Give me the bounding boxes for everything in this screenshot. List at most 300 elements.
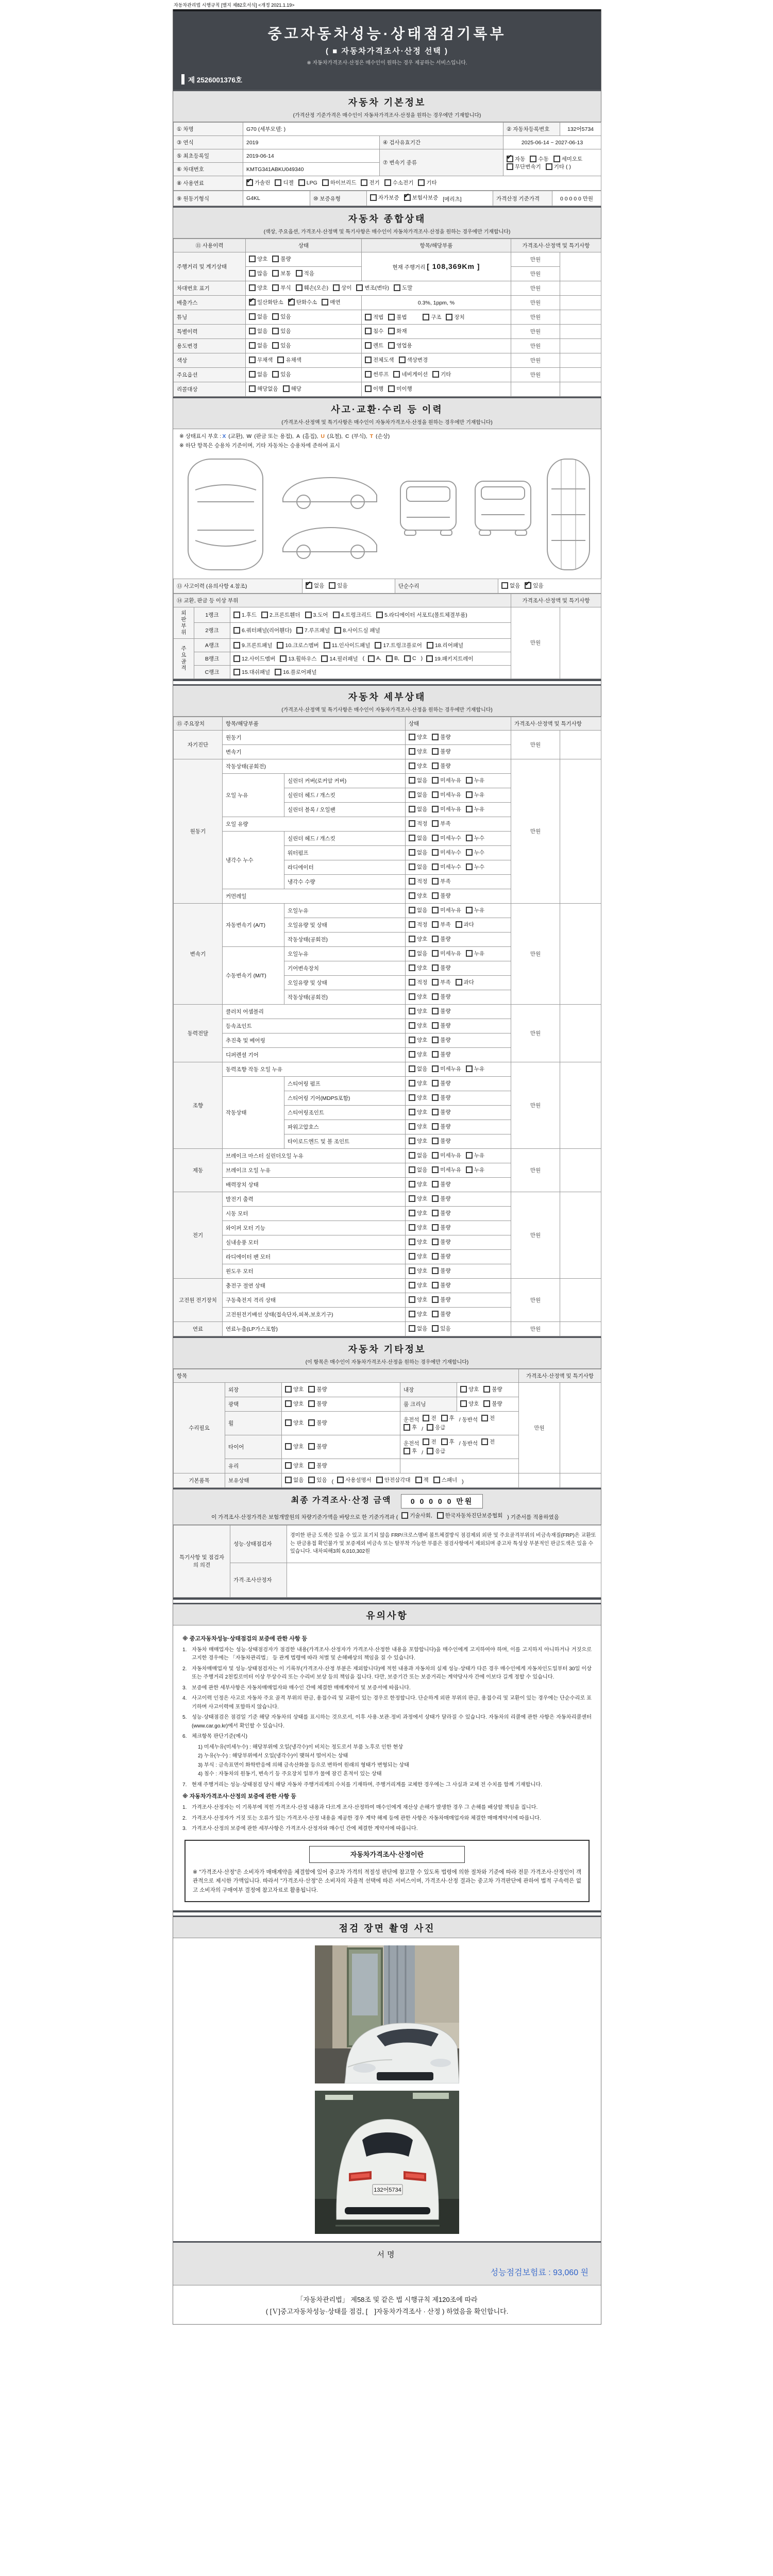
checkbox-box[interactable] [376,612,383,618]
checkbox-box[interactable] [384,179,391,186]
checkbox-box[interactable] [393,371,400,378]
checkbox-양호[interactable] [409,1180,427,1188]
checkbox-양호[interactable] [409,1022,427,1029]
checkbox-없음[interactable] [249,342,267,349]
checkbox-전[interactable] [423,1438,436,1446]
checkbox-양호[interactable] [409,1195,427,1202]
checkbox-없음[interactable] [409,1325,427,1332]
checkbox-box[interactable] [409,1311,415,1317]
checkbox-box[interactable] [249,328,256,334]
checkbox-적정[interactable] [409,877,427,885]
checkbox-box[interactable] [409,1195,415,1202]
checkbox-box[interactable] [365,371,372,378]
checkbox-box[interactable] [409,1166,415,1173]
checkbox-box[interactable] [388,314,395,320]
checkbox-box[interactable] [409,1123,415,1130]
checkbox-box[interactable] [432,1065,439,1072]
checkbox-미세누수[interactable] [432,849,461,856]
checkbox-있음[interactable] [272,327,291,335]
checkbox-box[interactable] [370,194,377,201]
checkbox-box[interactable] [432,1094,439,1101]
checkbox-불량[interactable] [432,1123,450,1130]
checkbox-box[interactable] [401,1512,408,1519]
checkbox-box[interactable] [409,1296,415,1303]
checkbox-box[interactable] [432,1239,439,1245]
checkbox-3.도어[interactable] [305,611,328,619]
checkbox-무단변속기[interactable] [507,163,541,171]
checkbox-보험사보증[interactable] [404,194,439,201]
checkbox-14.필러패널[interactable] [321,655,358,663]
checkbox-box[interactable] [432,1296,439,1303]
checkbox-양호[interactable] [409,733,427,741]
checkbox-box[interactable] [233,655,240,662]
checkbox-box[interactable] [466,1152,473,1159]
checkbox-없음[interactable] [409,834,427,842]
checkbox-box[interactable] [308,1386,315,1393]
checkbox-미세누수[interactable] [432,834,461,842]
checkbox-box[interactable] [418,179,425,186]
checkbox-6.쿼터패널(리어휀다)[interactable] [233,626,292,634]
checkbox-수동[interactable] [530,155,548,163]
checkbox-box[interactable] [399,357,406,363]
checkbox-box[interactable] [409,1210,415,1216]
checkbox-box[interactable] [446,314,452,320]
checkbox-미세누유[interactable] [432,805,461,813]
checkbox-5.라디에이터 서포트(볼트체결부품)[interactable] [376,611,467,619]
checkbox-box[interactable] [432,1037,439,1043]
checkbox-box[interactable] [432,777,439,784]
checkbox-장치[interactable] [446,313,464,321]
checkbox-불법[interactable] [388,313,407,321]
checkbox-box[interactable] [324,642,330,649]
checkbox-유채색[interactable] [277,356,301,364]
checkbox-양호[interactable] [409,1079,427,1087]
checkbox-이행[interactable] [365,385,383,393]
checkbox-불량[interactable] [432,935,450,943]
checkbox-box[interactable] [432,950,439,957]
checkbox-무채색[interactable] [249,356,273,364]
checkbox-box[interactable] [432,1210,439,1216]
checkbox-C[interactable] [404,655,416,662]
checkbox-누수[interactable] [466,849,484,856]
checkbox-box[interactable] [507,163,513,170]
checkbox-누유[interactable] [466,906,484,914]
checkbox-box[interactable] [249,357,256,363]
checkbox-12.사이드멤버[interactable] [233,655,275,663]
checkbox-없음[interactable] [409,863,427,871]
checkbox-응급[interactable] [427,1447,445,1455]
checkbox-box[interactable] [409,907,415,913]
checkbox-없음[interactable] [409,1151,427,1159]
checkbox-box[interactable] [404,1448,410,1454]
checkbox-사용설명서[interactable] [337,1476,372,1484]
checkbox-썬루프[interactable] [365,370,389,378]
checkbox-양호[interactable] [409,993,427,1001]
checkbox-box[interactable] [233,612,240,618]
checkbox-box[interactable] [285,1443,292,1450]
checkbox-box[interactable] [308,1419,315,1426]
checkbox-불량[interactable] [432,1296,450,1303]
checkbox-box[interactable] [432,1138,439,1144]
checkbox-기타 ( )[interactable] [546,163,571,171]
checkbox-불량[interactable] [432,1022,450,1029]
checkbox-LPG[interactable] [298,179,317,186]
checkbox-box[interactable] [285,1477,292,1483]
checkbox-box[interactable] [288,299,295,306]
checkbox-양호[interactable] [409,762,427,770]
checkbox-box[interactable] [409,878,415,885]
checkbox-부족[interactable] [432,820,450,827]
checkbox-있음[interactable] [525,582,543,589]
checkbox-box[interactable] [415,1477,422,1483]
checkbox-7.루프패널[interactable] [296,626,330,634]
checkbox-미세누유[interactable] [432,1151,461,1159]
checkbox-전체도색[interactable] [365,356,394,364]
checkbox-전기[interactable] [361,179,379,187]
checkbox-A,[interactable] [368,655,381,662]
checkbox-불량[interactable] [432,1267,450,1275]
checkbox-과다[interactable] [456,921,474,928]
checkbox-일산화탄소[interactable] [249,298,283,306]
checkbox-있음[interactable] [272,313,291,320]
checkbox-box[interactable] [432,791,439,798]
checkbox-box[interactable] [409,964,415,971]
checkbox-부족[interactable] [432,978,450,986]
checkbox-box[interactable] [423,314,429,320]
checkbox-누유[interactable] [466,776,484,784]
checkbox-box[interactable] [466,835,473,841]
checkbox-불량[interactable] [432,1036,450,1044]
checkbox-box[interactable] [285,1462,292,1469]
checkbox-box[interactable] [283,385,290,392]
checkbox-box[interactable] [409,806,415,812]
checkbox-불량[interactable] [432,892,450,900]
checkbox-양호[interactable] [409,1137,427,1145]
checkbox-없음[interactable] [409,791,427,799]
checkbox-box[interactable] [466,1166,473,1173]
checkbox-box[interactable] [368,655,375,662]
checkbox-box[interactable] [432,907,439,913]
checkbox-box[interactable] [432,806,439,812]
checkbox-도말[interactable] [394,284,412,292]
checkbox-box[interactable] [432,1166,439,1173]
checkbox-스패너[interactable] [433,1476,457,1484]
checkbox-양호[interactable] [285,1385,304,1393]
checkbox-box[interactable] [409,1094,415,1101]
checkbox-양호[interactable] [409,748,427,755]
checkbox-불량[interactable] [308,1419,327,1427]
checkbox-양호[interactable] [409,1224,427,1231]
checkbox-해당없음[interactable] [249,385,278,393]
checkbox-후[interactable] [404,1447,417,1455]
checkbox-2.프론트휀더[interactable] [261,611,300,619]
checkbox-box[interactable] [437,1512,444,1519]
checkbox-미이행[interactable] [388,385,412,393]
checkbox-부족[interactable] [432,877,450,885]
checkbox-box[interactable] [404,1424,410,1431]
checkbox-box[interactable] [423,1415,429,1421]
checkbox-box[interactable] [432,979,439,986]
checkbox-양호[interactable] [409,1050,427,1058]
checkbox-양호[interactable] [409,892,427,900]
checkbox-불량[interactable] [432,964,450,972]
checkbox-적음[interactable] [296,269,314,277]
checkbox-미세누유[interactable] [432,1065,461,1073]
checkbox-매연[interactable] [322,298,340,306]
checkbox-box[interactable] [333,284,340,291]
checkbox-해당[interactable] [283,385,301,393]
checkbox-불량[interactable] [432,1007,450,1015]
checkbox-미세누유[interactable] [432,906,461,914]
checkbox-안전삼각대[interactable] [376,1476,411,1484]
checkbox-box[interactable] [249,385,256,392]
checkbox-box[interactable] [261,612,268,618]
checkbox-box[interactable] [409,777,415,784]
checkbox-box[interactable] [365,385,372,392]
checkbox-양호[interactable] [249,255,267,263]
checkbox-box[interactable] [427,1448,433,1454]
checkbox-불량[interactable] [432,1094,450,1101]
checkbox-box[interactable] [409,1253,415,1260]
checkbox-탄화수소[interactable] [288,298,317,306]
checkbox-box[interactable] [272,284,279,291]
checkbox-box[interactable] [296,284,303,291]
checkbox-box[interactable] [432,734,439,740]
checkbox-불량[interactable] [432,1079,450,1087]
checkbox-불량[interactable] [432,1195,450,1202]
checkbox-양호[interactable] [285,1419,304,1427]
checkbox-box[interactable] [432,921,439,928]
checkbox-box[interactable] [334,627,341,634]
checkbox-box[interactable] [432,863,439,870]
checkbox-4.트렁크리드[interactable] [333,611,372,619]
checkbox-후[interactable] [441,1438,455,1446]
checkbox-box[interactable] [361,179,367,186]
checkbox-양호[interactable] [409,1209,427,1217]
checkbox-box[interactable] [432,835,439,841]
checkbox-누수[interactable] [466,834,484,842]
checkbox-많음[interactable] [249,269,267,277]
checkbox-누유[interactable] [466,791,484,799]
checkbox-box[interactable] [285,1386,292,1393]
checkbox-box[interactable] [466,863,473,870]
checkbox-box[interactable] [394,284,400,291]
checkbox-구조[interactable] [423,313,441,321]
checkbox-box[interactable] [460,1386,467,1393]
checkbox-box[interactable] [306,582,312,589]
checkbox-미세누유[interactable] [432,776,461,784]
checkbox-침수[interactable] [365,327,383,335]
checkbox-box[interactable] [456,921,462,928]
checkbox-전[interactable] [423,1414,436,1422]
checkbox-box[interactable] [233,627,240,634]
checkbox-box[interactable] [322,179,329,186]
checkbox-box[interactable] [432,892,439,899]
checkbox-없음[interactable] [409,1166,427,1174]
checkbox-box[interactable] [409,849,415,856]
checkbox-불량[interactable] [432,1238,450,1246]
checkbox-양호[interactable] [409,964,427,972]
checkbox-box[interactable] [308,1443,315,1450]
checkbox-box[interactable] [433,1477,440,1483]
checkbox-box[interactable] [365,328,372,334]
checkbox-box[interactable] [432,1152,439,1159]
checkbox-box[interactable] [409,1109,415,1115]
checkbox-누수[interactable] [466,863,484,871]
checkbox-box[interactable] [337,1477,344,1483]
checkbox-양호[interactable] [460,1385,479,1393]
checkbox-box[interactable] [525,582,531,589]
checkbox-box[interactable] [409,921,415,928]
checkbox-box[interactable] [409,1267,415,1274]
checkbox-적법[interactable] [365,313,383,321]
checkbox-box[interactable] [409,863,415,870]
checkbox-box[interactable] [296,270,303,277]
checkbox-불량[interactable] [272,255,291,263]
checkbox-box[interactable] [272,270,279,277]
checkbox-기타[interactable] [432,370,451,378]
checkbox-영업용[interactable] [388,342,412,349]
checkbox-누유[interactable] [466,1151,484,1159]
checkbox-box[interactable] [376,1477,383,1483]
checkbox-양호[interactable] [285,1400,304,1408]
checkbox-양호[interactable] [285,1443,304,1450]
checkbox-없음[interactable] [409,950,427,957]
checkbox-불량[interactable] [432,1137,450,1145]
checkbox-box[interactable] [388,385,395,392]
checkbox-box[interactable] [432,1267,439,1274]
checkbox-box[interactable] [546,163,552,170]
checkbox-미세누수[interactable] [432,863,461,871]
checkbox-box[interactable] [432,849,439,856]
checkbox-box[interactable] [308,1477,315,1483]
checkbox-8.사이드실 패널[interactable] [334,626,380,634]
checkbox-불량[interactable] [432,1209,450,1217]
checkbox-box[interactable] [432,1224,439,1231]
checkbox-17.트렁크플로어[interactable] [375,641,422,649]
checkbox-없음[interactable] [409,906,427,914]
checkbox-상이[interactable] [333,284,351,292]
checkbox-불량[interactable] [432,1050,450,1058]
checkbox-응급[interactable] [427,1423,445,1431]
checkbox-적정[interactable] [409,978,427,986]
checkbox-box[interactable] [441,1438,448,1445]
checkbox-양호[interactable] [249,284,267,292]
checkbox-렌트[interactable] [365,342,383,349]
checkbox-있음[interactable] [272,370,291,378]
checkbox-box[interactable] [460,1400,467,1407]
checkbox-없음[interactable] [249,370,267,378]
checkbox-box[interactable] [409,1224,415,1231]
checkbox-양호[interactable] [409,1267,427,1275]
checkbox-15.대쉬패널[interactable] [233,668,270,676]
checkbox-적정[interactable] [409,921,427,928]
checkbox-불량[interactable] [432,993,450,1001]
checkbox-16.플로어패널[interactable] [275,668,316,676]
checkbox-잭[interactable] [415,1476,429,1484]
checkbox-box[interactable] [483,1386,490,1393]
checkbox-불량[interactable] [483,1400,502,1408]
checkbox-box[interactable] [501,582,508,589]
checkbox-box[interactable] [375,642,381,649]
checkbox-13.휠하우스[interactable] [280,655,316,663]
checkbox-box[interactable] [409,1239,415,1245]
checkbox-box[interactable] [427,642,433,649]
checkbox-box[interactable] [409,892,415,899]
checkbox-box[interactable] [432,1325,439,1332]
checkbox-미세누유[interactable] [432,950,461,957]
checkbox-box[interactable] [432,1109,439,1115]
checkbox-box[interactable] [466,791,473,798]
checkbox-불량[interactable] [432,733,450,741]
checkbox-기타[interactable] [418,179,436,187]
checkbox-box[interactable] [409,1152,415,1159]
checkbox-box[interactable] [507,156,513,162]
checkbox-box[interactable] [466,806,473,812]
checkbox-자동[interactable] [507,155,525,163]
checkbox-전[interactable] [481,1438,495,1446]
checkbox-box[interactable] [249,371,256,378]
checkbox-box[interactable] [481,1438,488,1445]
checkbox-보통[interactable] [272,269,291,277]
checkbox-box[interactable] [432,1123,439,1130]
checkbox-불량[interactable] [308,1385,327,1393]
checkbox-불량[interactable] [432,1281,450,1289]
checkbox-없음[interactable] [285,1476,304,1484]
checkbox-box[interactable] [272,371,279,378]
checkbox-box[interactable] [409,1282,415,1289]
checkbox-box[interactable] [249,284,256,291]
checkbox-box[interactable] [321,655,328,662]
checkbox-양호[interactable] [409,1281,427,1289]
checkbox-미세누유[interactable] [432,791,461,799]
checkbox-불량[interactable] [308,1400,327,1408]
checkbox-box[interactable] [466,907,473,913]
checkbox-불량[interactable] [308,1443,327,1450]
checkbox-양호[interactable] [460,1400,479,1408]
checkbox-box[interactable] [409,950,415,957]
checkbox-1.후드[interactable] [233,611,257,619]
checkbox-양호[interactable] [285,1462,304,1469]
checkbox-box[interactable] [388,328,395,334]
checkbox-훼손(오손)[interactable] [296,284,329,292]
checkbox-box[interactable] [409,1065,415,1072]
checkbox-box[interactable] [409,762,415,769]
checkbox-box[interactable] [249,270,256,277]
checkbox-box[interactable] [298,179,305,186]
checkbox-누유[interactable] [466,805,484,813]
checkbox-box[interactable] [308,1400,315,1407]
checkbox-box[interactable] [432,878,439,885]
checkbox-box[interactable] [409,1037,415,1043]
checkbox-box[interactable] [272,342,279,349]
checkbox-적정[interactable] [409,820,427,827]
checkbox-box[interactable] [272,313,279,320]
checkbox-있음[interactable] [329,582,347,589]
checkbox-box[interactable] [322,299,328,306]
checkbox-box[interactable] [329,582,335,589]
checkbox-변조(변타)[interactable] [356,284,389,292]
checkbox-box[interactable] [365,314,372,320]
checkbox-box[interactable] [308,1462,315,1469]
checkbox-box[interactable] [423,1438,429,1445]
checkbox-없음[interactable] [409,776,427,784]
checkbox-box[interactable] [427,1424,433,1431]
checkbox-box[interactable] [409,748,415,755]
checkbox-box[interactable] [481,1415,488,1421]
checkbox-box[interactable] [432,964,439,971]
checkbox-box[interactable] [365,342,372,349]
